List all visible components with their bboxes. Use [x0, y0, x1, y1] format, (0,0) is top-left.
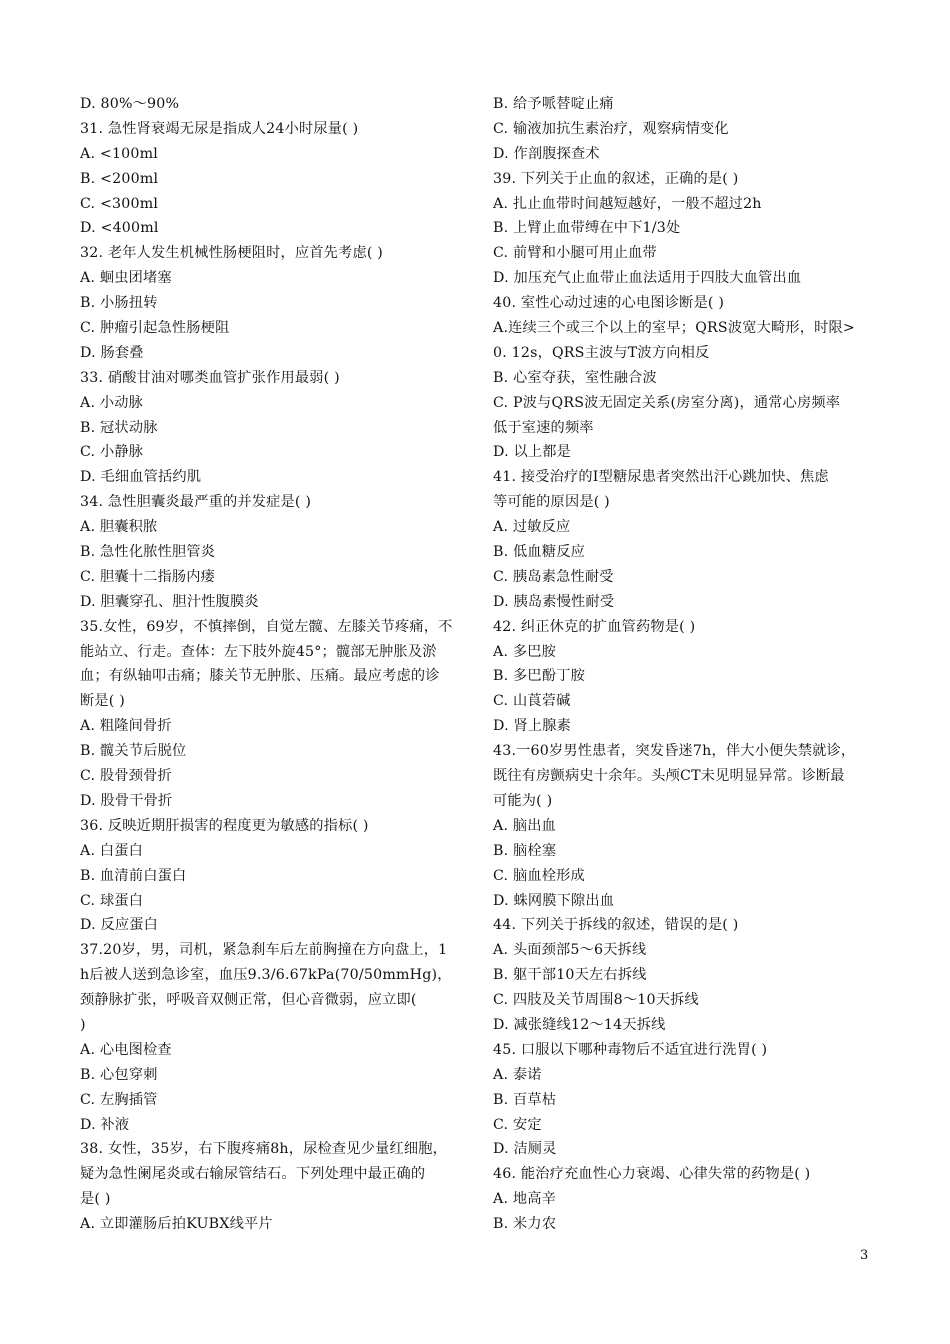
- text-line: D. 蛛网膜下隙出血: [493, 892, 615, 909]
- text-line: D. 毛细血管括约肌: [80, 469, 202, 486]
- text-line: A. 心电图检查: [80, 1041, 172, 1058]
- text-line: C. 胆囊十二指肠内瘘: [80, 568, 216, 585]
- text-line: A. 扎止血带时间越短越好，一般不超过2h: [493, 195, 762, 212]
- text-line: 32. 老年人发生机械性肠梗阻时，应首先考虑( ): [80, 245, 384, 262]
- text-line: D. 洁厕灵: [493, 1141, 557, 1158]
- text-line: C. 小静脉: [80, 444, 144, 461]
- text-line: D. 胆囊穿孔、胆汁性腹膜炎: [80, 593, 259, 610]
- text-line: 38. 女性，35岁，右下腹疼痛8h，尿检查见少量红细胞，: [80, 1141, 448, 1158]
- text-line: C. 四肢及关节周围8～10天拆线: [493, 992, 699, 1009]
- left-column: [80, 92, 465, 1237]
- text-line: 0. 12s，QRS主波与T波方向相反: [493, 344, 710, 361]
- text-line: D. 胰岛素慢性耐受: [493, 593, 615, 610]
- text-line: C. P波与QRS波无固定关系(房室分离)，通常心房频率: [493, 394, 841, 411]
- text-line: B. 髋关节后脱位: [80, 743, 187, 760]
- text-line: 可能为( ): [493, 792, 553, 809]
- text-line: D. 作剖腹探查术: [493, 145, 600, 162]
- text-line: A. 头面颈部5～6天拆线: [493, 942, 647, 959]
- text-line: B. 血清前白蛋白: [80, 867, 187, 884]
- text-line: 41. 接受治疗的Ⅰ型糖尿患者突然出汗心跳加快、焦虑: [493, 469, 829, 486]
- text-line: B. 脑栓塞: [493, 842, 557, 859]
- text-line: A. 白蛋白: [80, 842, 144, 859]
- text-line: A. 小动脉: [80, 394, 144, 411]
- text-line: C. 前臂和小腿可用止血带: [493, 245, 657, 262]
- text-line: D. 减张缝线12～14天拆线: [493, 1016, 666, 1033]
- text-line: A. 蛔虫团堵塞: [80, 270, 172, 287]
- text-line: A.连续三个或三个以上的室早；QRS波宽大畸形，时限>: [493, 320, 856, 337]
- text-line: B. 冠状动脉: [80, 419, 158, 436]
- text-line: A. <100ml: [80, 145, 159, 162]
- text-line: B. 给予哌替啶止痛: [493, 96, 614, 112]
- text-line: C. 输液加抗生素治疗，观察病情变化: [493, 120, 729, 137]
- text-line: 36. 反映近期肝损害的程度更为敏感的指标( ): [80, 817, 369, 834]
- text-line: B. 米力农: [493, 1216, 557, 1233]
- text-line: D. 肠套叠: [80, 344, 144, 361]
- text-line: C. <300ml: [80, 195, 159, 212]
- right-column: [493, 92, 878, 1237]
- text-line: D. 肾上腺素: [493, 718, 572, 735]
- text-line: D. <400ml: [80, 220, 159, 237]
- text-line: D. 反应蛋白: [80, 917, 159, 934]
- text-line: h后被人送到急诊室，血压9.3/6.67kPa(70/50mmHg)，: [80, 967, 452, 984]
- text-line: C. 安定: [493, 1116, 542, 1133]
- text-line: C. 肿瘤引起急性肠梗阻: [80, 320, 230, 337]
- text-line: B. 心包穿刺: [80, 1066, 158, 1083]
- text-line: A. 地高辛: [493, 1191, 557, 1208]
- text-line: B. 百草枯: [493, 1091, 557, 1108]
- text-line: 等可能的原因是( ): [493, 494, 610, 511]
- text-line: 42. 纠正休克的扩血管药物是( ): [493, 618, 696, 635]
- page-number: 3: [860, 1248, 869, 1263]
- text-line: 31. 急性肾衰竭无尿是指成人24小时尿量( ): [80, 120, 359, 137]
- text-line: 39. 下列关于止血的叙述，正确的是( ): [493, 170, 739, 187]
- text-line: 37.20岁，男，司机，紧急刹车后左前胸撞在方向盘上，1: [80, 942, 448, 959]
- text-line: 血；有纵轴叩击痛；膝关节无肿胀、压痛。最应考虑的诊: [80, 668, 440, 685]
- text-line: A. 多巴胺: [493, 643, 557, 660]
- text-line: 43.一60岁男性患者，突发昏迷7h，伴大小便失禁就诊，: [493, 743, 856, 760]
- text-line: 能站立、行走。查体：左下肢外旋45°；髋部无肿胀及淤: [80, 643, 437, 660]
- text-line: B. <200ml: [80, 170, 159, 187]
- text-line: C. 山莨菪碱: [493, 693, 571, 710]
- text-line: B. 低血糖反应: [493, 544, 585, 561]
- text-line: C. 左胸插管: [80, 1091, 158, 1108]
- text-line: B. 多巴酚丁胺: [493, 668, 585, 685]
- text-line: C. 球蛋白: [80, 892, 144, 909]
- text-line: 颈静脉扩张，呼吸音双侧正常，但心音微弱，应立即(: [80, 992, 417, 1009]
- text-line: B. 心室夺获，室性融合波: [493, 369, 657, 386]
- text-line: 45. 口服以下哪种毒物后不适宜进行洗胃( ): [493, 1041, 768, 1058]
- text-line: D. 股骨干骨折: [80, 792, 173, 809]
- text-line: 44. 下列关于拆线的叙述，错误的是( ): [493, 917, 739, 934]
- text-line: 是( ): [80, 1191, 111, 1208]
- text-line: A. 粗隆间骨折: [80, 718, 172, 735]
- text-line: B. 上臂止血带缚在中下1/3处: [493, 220, 681, 237]
- text-line: A. 胆囊积脓: [80, 519, 158, 536]
- text-line: 低于室速的频率: [493, 419, 594, 436]
- text-line: A. 过敏反应: [493, 519, 571, 536]
- text-line: 35.女性，69岁，不慎摔倒，自觉左髋、左膝关节疼痛，不: [80, 618, 453, 635]
- text-line: 疑为急性阑尾炎或右输尿管结石。下列处理中最正确的: [80, 1166, 426, 1183]
- text-line: A. 立即灌肠后拍KUBX线平片: [80, 1216, 273, 1233]
- text-line: 断是( ): [80, 693, 125, 710]
- text-line: B. 躯干部10天左右拆线: [493, 967, 647, 984]
- text-line: D. 加压充气止血带止血法适用于四肢大血管出血: [493, 270, 802, 287]
- text-line: 既往有房颤病史十余年。头颅CT未见明显异常。诊断最: [493, 768, 845, 785]
- text-line: C. 脑血栓形成: [493, 867, 585, 884]
- text-line: C. 胰岛素急性耐受: [493, 568, 614, 585]
- text-line: A. 脑出血: [493, 817, 557, 834]
- text-line: B. 小肠扭转: [80, 295, 158, 312]
- text-line: C. 股骨颈骨折: [80, 768, 172, 785]
- text-line: D. 80%～90%: [80, 96, 180, 112]
- text-line: 46. 能治疗充血性心力衰竭、心律失常的药物是( ): [493, 1166, 811, 1183]
- text-line: 33. 硝酸甘油对哪类血管扩张作用最弱( ): [80, 369, 340, 386]
- text-line: 34. 急性胆囊炎最严重的并发症是( ): [80, 494, 312, 511]
- text-line: A. 泰诺: [493, 1066, 542, 1083]
- text-line: B. 急性化脓性胆管炎: [80, 544, 216, 561]
- text-line: D. 补液: [80, 1116, 130, 1133]
- text-line: 40. 室性心动过速的心电图诊断是( ): [493, 295, 725, 312]
- text-line: D. 以上都是: [493, 444, 572, 461]
- text-line: ): [80, 1016, 86, 1033]
